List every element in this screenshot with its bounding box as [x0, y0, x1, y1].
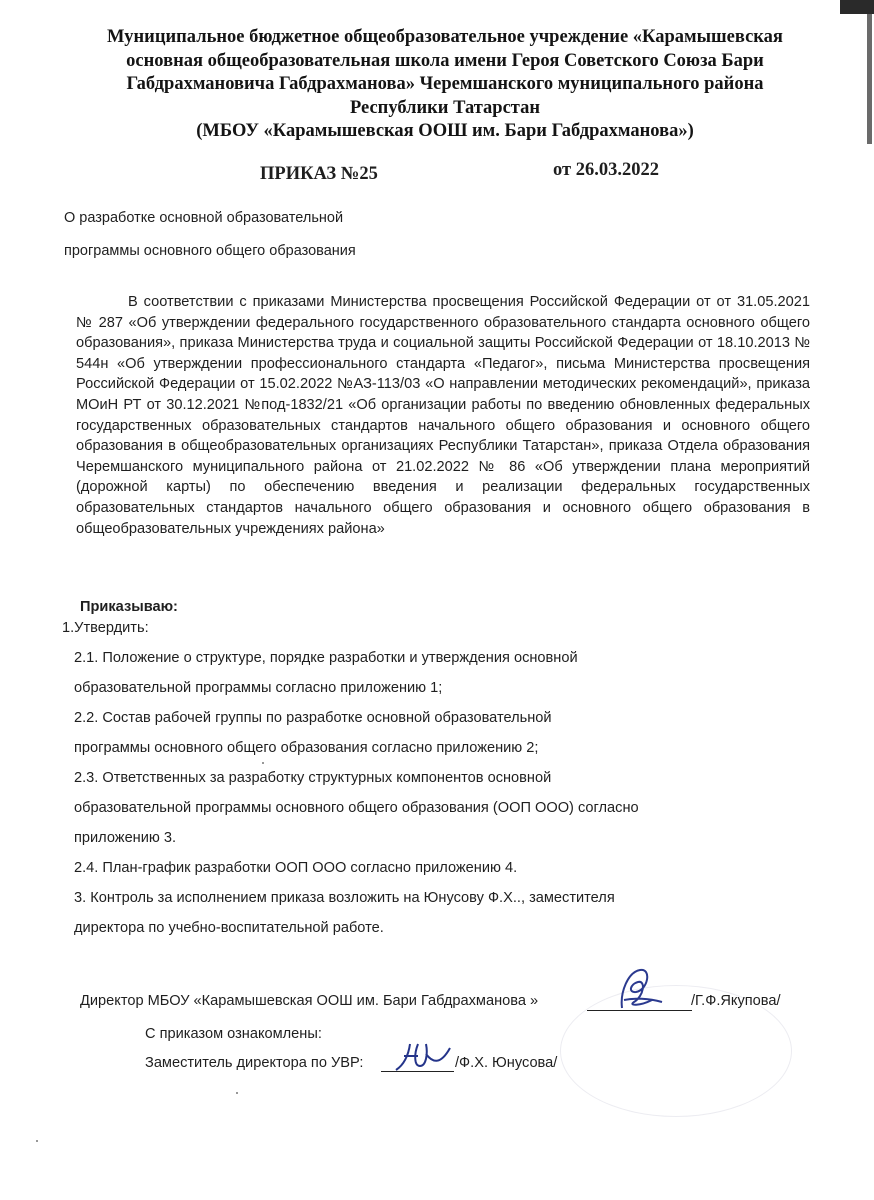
- order-title: ПРИКАЗ №25: [260, 164, 378, 184]
- header-line-5: (МБОУ «Карамышевская ООШ им. Бари Габдрахманова»): [196, 121, 694, 141]
- director-label: Директор МБОУ «Карамышевская ООШ им. Бари Габдрахманова »: [80, 993, 539, 1009]
- decree-item: 3. Контроль за исполнением приказа возложить на Юнусову Ф.Х.., заместителя: [74, 890, 615, 906]
- deputy-signature-icon: [392, 1036, 456, 1076]
- order-date: от 26.03.2022: [553, 160, 659, 180]
- subject-line-1: О разработке основной образовательной: [64, 210, 344, 226]
- decree-item: 2.3. Ответственных за разработку структурных компонентов основной: [74, 770, 552, 786]
- scan-speck: [236, 1092, 238, 1094]
- deputy-label: Заместитель директора по УВР:: [145, 1055, 364, 1071]
- decree-item: 2.2. Состав рабочей группы по разработке основной образовательной: [74, 710, 552, 726]
- acquainted-label: С приказом ознакомлены:: [145, 1026, 322, 1042]
- subject-line-2: программы основного общего образования: [64, 243, 356, 259]
- deputy-name: /Ф.Х. Юнусова/: [455, 1055, 558, 1071]
- header-line-3: Габдрахмановича Габдрахманова» Черемшанского муниципального района: [126, 74, 764, 94]
- scan-speck: [36, 1140, 38, 1142]
- header-line-4: Республики Татарстан: [349, 97, 541, 118]
- decree-item: образовательной программы согласно приложению 1;: [74, 680, 443, 696]
- decree-item: приложению 3.: [74, 830, 177, 846]
- decree-item: 1.Утвердить:: [62, 620, 149, 636]
- institution-header: [60, 26, 830, 144]
- scan-edge-line: [867, 14, 872, 144]
- order-subject: [64, 202, 356, 268]
- director-name: /Г.Ф.Якупова/: [691, 993, 781, 1009]
- decree-item: программы основного общего образования согласно приложению 2;: [74, 740, 539, 756]
- decree-item: 2.1. Положение о структуре, порядке разработки и утверждения основной: [74, 650, 578, 666]
- scan-edge-mark: [840, 0, 874, 14]
- decree-word: Приказываю:: [80, 599, 178, 615]
- header-line-2: основная общеобразовательная школа имени Героя Советского Союза Бари: [126, 50, 764, 71]
- director-signature-icon: [600, 962, 690, 1014]
- decree-item: 2.4. План-график разработки ООП ООО согласно приложению 4.: [74, 860, 518, 876]
- decree-item: образовательной программы основного общего образования (ООП ООО) согласно: [74, 800, 639, 816]
- decree-item: директора по учебно-воспитательной работе.: [74, 920, 384, 936]
- preamble-paragraph: В соответствии с приказами Министерства просвещения Российской Федерации от от 31.05.2021 № 287 «Об утверждении федерального государственного образовательного стандарта основного общего образования», приказа Министерства труда и социальной защиты Российской Федерации от 18.10.2013 № 544н «Об утверждении профессионального стандарта «Педагог», письма Министерства просвещения Российской Федерации от 15.02.2022 №АЗ-113/03 «О направлении методических рекомендаций», приказа МОиН РТ от 30.12.2021 №под-1832/21 «Об организации работы по введению обновленных федеральных государственных образовательных стандартов начального общего образования и основного общего образования в общеобразовательных организациях Республики Татарстан», приказа Отдела образования Черемшанского муниципального района от 21.02.2022 № 86 «Об утверждении плана мероприятий (дорожной карты) по обеспечению введения и реализации федеральных государственных образовательных стандартов начального общего образования и основного общего образования в общеобразовательных учреждениях района»: [76, 294, 810, 537]
- header-line-1: Муниципальное бюджетное общеобразовательное учреждение «Карамышевская: [107, 27, 783, 47]
- scan-speck: [262, 762, 264, 764]
